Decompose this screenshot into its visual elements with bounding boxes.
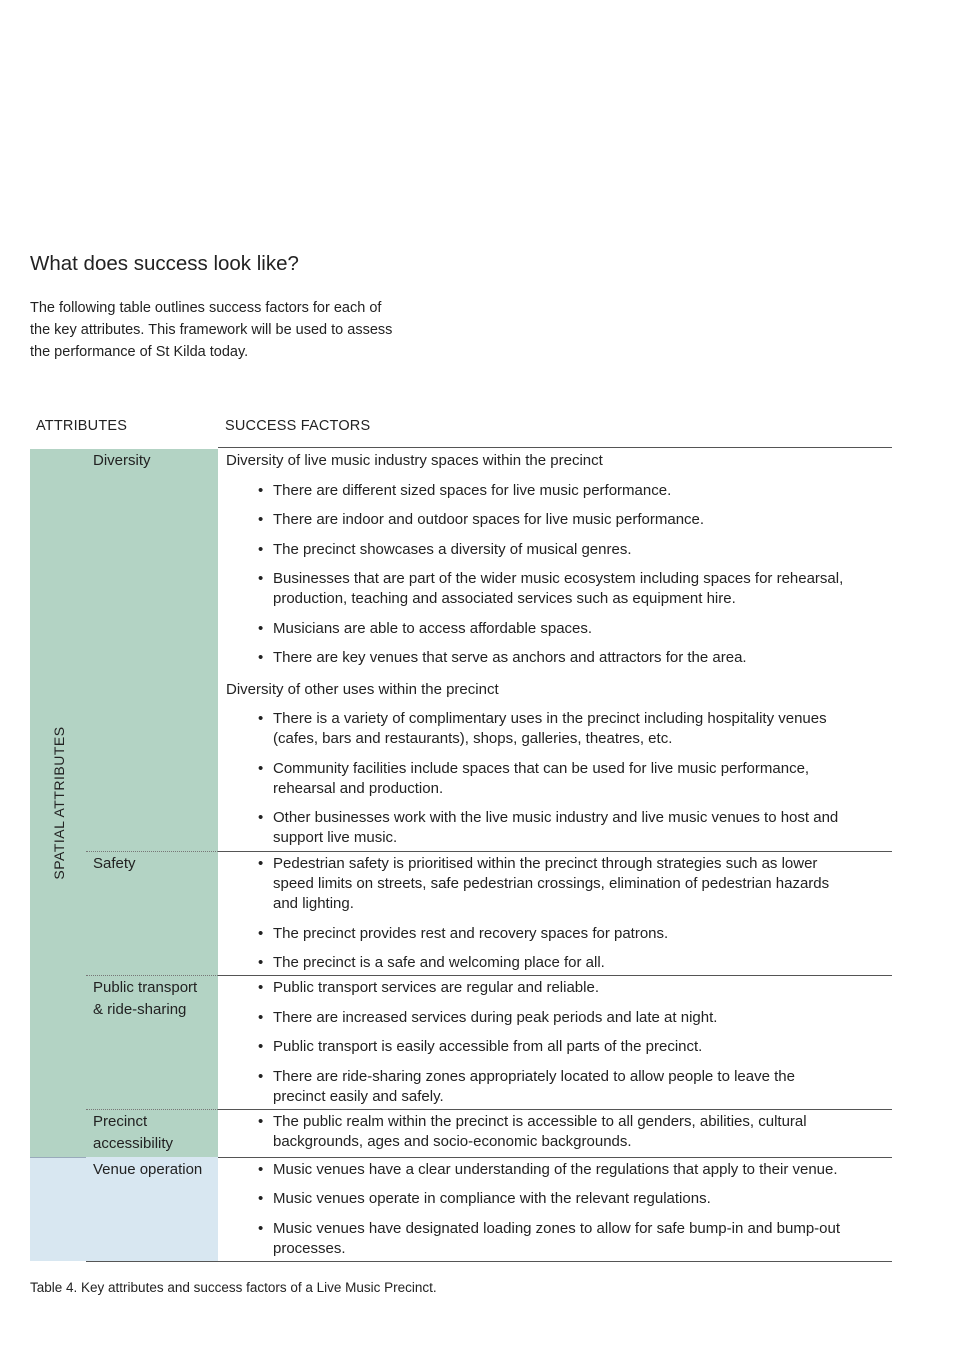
item-line: backgrounds, ages and socio-economic backgrounds. <box>273 1133 632 1150</box>
item-line: Music venues operate in compliance with the relevant regulations. <box>273 1190 711 1207</box>
success-factor-item <box>258 510 882 530</box>
success-factor-item <box>258 1160 882 1180</box>
item-line: Businesses that are part of the wider music ecosystem including spaces for rehearsal, <box>273 570 844 587</box>
page-heading: What does success look like? <box>30 252 299 275</box>
attribute-line: Precinct <box>93 1113 148 1130</box>
bullet-icon: • <box>258 809 264 826</box>
item-line: Music venues have designated loading zones to allow for safe bump-in and bump-out <box>273 1220 841 1237</box>
attribute-line: Diversity <box>93 452 151 469</box>
item-line: The precinct provides rest and recovery spaces for patrons. <box>273 925 669 942</box>
item-line: Community facilities include spaces that can be used for live music performance, <box>273 760 810 777</box>
success-factor-item <box>258 924 882 944</box>
success-factors-column-header: SUCCESS FACTORS <box>225 418 371 434</box>
item-line: The precinct showcases a diversity of musical genres. <box>273 541 632 558</box>
table-caption: Table 4. Key attributes and success factors of a Live Music Precinct. <box>30 1280 437 1295</box>
row-divider <box>218 1157 892 1158</box>
bullet-icon: • <box>258 511 264 528</box>
success-factor-item <box>258 1067 882 1107</box>
bullet-icon: • <box>258 570 264 587</box>
success-factor-item <box>258 978 882 998</box>
subheading: Diversity of other uses within the precinct <box>226 681 499 698</box>
success-factor-item <box>258 1008 882 1028</box>
item-line: Music venues have a clear understanding of the regulations that apply to their venue. <box>273 1161 838 1178</box>
bullet-icon: • <box>258 954 264 971</box>
item-line: The precinct is a safe and welcoming place for all. <box>273 954 605 971</box>
bullet-icon: • <box>258 979 264 996</box>
spatial-attributes-label: SPATIAL ATTRIBUTES <box>51 726 67 880</box>
attribute-diversity <box>93 450 151 472</box>
item-line: Musicians are able to access affordable spaces. <box>273 620 593 637</box>
success-factor-item <box>258 1037 882 1057</box>
item-line: and lighting. <box>273 895 354 912</box>
item-line: There are key venues that serve as anchors and attractors for the area. <box>273 649 747 666</box>
attribute-line: Venue operation <box>93 1161 203 1178</box>
item-line: precinct easily and safely. <box>273 1088 444 1105</box>
attributes-column-header: ATTRIBUTES <box>36 418 128 434</box>
row-divider <box>218 975 892 976</box>
item-line: There are indoor and outdoor spaces for live music performance. <box>273 511 705 528</box>
bullet-icon: • <box>258 925 264 942</box>
success-factor-item <box>258 1112 882 1152</box>
item-line: Other businesses work with the live music industry and live music venues to host and <box>273 809 839 826</box>
bullet-icon: • <box>258 710 264 727</box>
success-factor-item <box>258 569 882 609</box>
bullet-icon: • <box>258 1068 264 1085</box>
success-factor-item <box>258 1189 882 1209</box>
bullet-icon: • <box>258 1038 264 1055</box>
row-divider <box>218 1109 892 1110</box>
item-line: Public transport is easily accessible from all parts of the precinct. <box>273 1038 703 1055</box>
row-divider <box>86 851 218 852</box>
item-line: processes. <box>273 1240 346 1257</box>
row-divider <box>86 1109 218 1110</box>
header-rule <box>218 447 892 448</box>
item-line: The public realm within the precinct is accessible to all genders, abilities, cultural <box>273 1113 807 1130</box>
item-line: (cafes, bars and restaurants), shops, galleries, theatres, etc. <box>273 730 673 747</box>
attribute-line: Public transport <box>93 979 198 996</box>
bullet-icon: • <box>258 855 264 872</box>
bullet-icon: • <box>258 482 264 499</box>
item-line: rehearsal and production. <box>273 780 444 797</box>
bullet-icon: • <box>258 620 264 637</box>
bullet-icon: • <box>258 649 264 666</box>
group-divider <box>30 1157 86 1158</box>
success-factor-item <box>258 709 882 749</box>
item-line: support live music. <box>273 829 398 846</box>
table-bottom-rule <box>86 1261 892 1262</box>
attribute-line: accessibility <box>93 1135 174 1152</box>
success-factor-item <box>258 854 882 914</box>
intro-line: The following table outlines success factors for each of <box>30 300 382 316</box>
item-line: Pedestrian safety is prioritised within the precinct through strategies such as lower <box>273 855 818 872</box>
item-line: production, teaching and associated services such as equipment hire. <box>273 590 736 607</box>
bullet-icon: • <box>258 1009 264 1026</box>
attribute-line: & ride-sharing <box>93 1001 187 1018</box>
row-divider <box>218 851 892 852</box>
success-factor-item <box>258 540 882 560</box>
bullet-icon: • <box>258 1161 264 1178</box>
attribute-line: Safety <box>93 855 136 872</box>
attribute-public-transport <box>93 977 197 1021</box>
bullet-icon: • <box>258 1220 264 1237</box>
success-factor-item <box>258 481 882 501</box>
intro-line: the performance of St Kilda today. <box>30 344 249 360</box>
success-factor-item <box>258 1219 882 1259</box>
bullet-icon: • <box>258 1190 264 1207</box>
attribute-venue-operation <box>93 1159 202 1181</box>
item-line: There are increased services during peak periods and late at night. <box>273 1009 718 1026</box>
item-line: There are different sized spaces for live music performance. <box>273 482 672 499</box>
bullet-icon: • <box>258 760 264 777</box>
bullet-icon: • <box>258 1113 264 1130</box>
attribute-safety <box>93 853 136 875</box>
intro-line: the key attributes. This framework will be used to assess <box>30 322 393 338</box>
subheading: Diversity of live music industry spaces within the precinct <box>226 452 603 469</box>
item-line: Public transport services are regular and reliable. <box>273 979 599 996</box>
item-line: speed limits on streets, safe pedestrian crossings, elimination of pedestrian hazards <box>273 875 830 892</box>
success-factor-item <box>258 759 882 799</box>
bullet-icon: • <box>258 541 264 558</box>
success-factor-item <box>258 619 882 639</box>
success-factor-item <box>258 808 882 848</box>
intro-paragraph <box>30 297 450 363</box>
item-line: There is a variety of complimentary uses in the precinct including hospitality venues <box>273 710 827 727</box>
success-factor-item <box>258 953 882 973</box>
success-factor-item <box>258 648 882 668</box>
row-divider <box>86 975 218 976</box>
attribute-precinct-accessibility <box>93 1111 173 1155</box>
item-line: There are ride-sharing zones appropriately located to allow people to leave the <box>273 1068 795 1085</box>
